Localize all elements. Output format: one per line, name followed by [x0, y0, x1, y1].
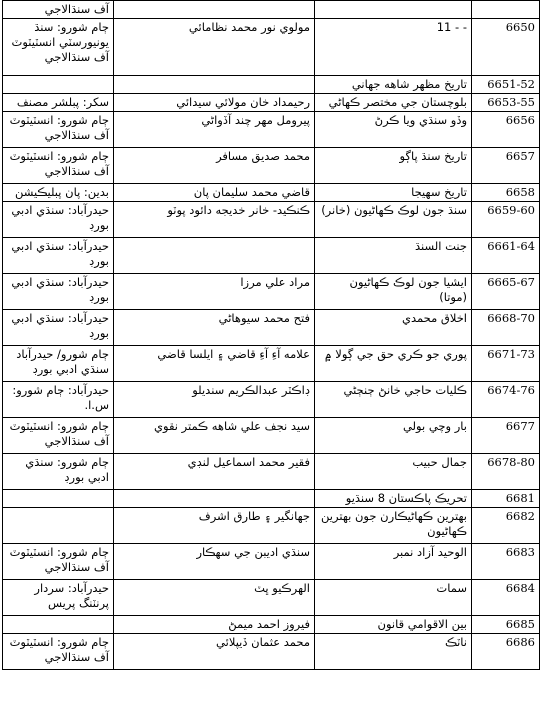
number-cell: 6668-70: [472, 310, 540, 346]
title-cell: بلوچستان جي مختصر ڪهاڻي: [315, 94, 472, 112]
title-cell: سمات: [315, 580, 472, 616]
number-cell: 6651-52: [472, 76, 540, 94]
publisher-cell: ڄام شورو: انسٽيٽوٽ آف سنڌالاجي: [3, 148, 114, 184]
catalog-rows: [3, 1, 540, 670]
publisher-cell: حيدرآباد: سردار پرنٽنگ پريس: [3, 580, 114, 616]
publisher-cell: سکر: پبلشر مصنف: [3, 94, 114, 112]
author-cell: ڊاڪٽر عبدالڪريم سنديلو: [114, 382, 315, 418]
publisher-cell: [3, 508, 114, 544]
table-row: [3, 508, 540, 544]
title-cell: الوحيد آزاد نمبر: [315, 544, 472, 580]
title-cell: ايشيا جون لوڪ ڪهاڻيون (موتا): [315, 274, 472, 310]
number-cell: [472, 1, 540, 19]
table-row: [3, 19, 540, 76]
publisher-cell: [3, 490, 114, 508]
number-cell: 6674-76: [472, 382, 540, 418]
number-cell: 6659-60: [472, 202, 540, 238]
table-row: [3, 490, 540, 508]
title-cell: وڏو سنڌي ويا ڪرڻ: [315, 112, 472, 148]
author-cell: سيد نجف علي شاهه ڪمتر نقوي: [114, 418, 315, 454]
number-cell: 6684: [472, 580, 540, 616]
table-row: [3, 382, 540, 418]
title-cell: ناٽڪ: [315, 634, 472, 670]
publisher-cell: حيدرآباد: ڄام شورو: س.ا.: [3, 382, 114, 418]
number-cell: 6658: [472, 184, 540, 202]
table-row: [3, 112, 540, 148]
table-row: [3, 94, 540, 112]
author-cell: جهانگير ۽ طارق اشرف: [114, 508, 315, 544]
publisher-cell: ڄام شورو: انسٽيٽوٽ آف سنڌالاجي: [3, 418, 114, 454]
catalog-table: [2, 0, 540, 670]
title-cell: تاريخ سنڌ پاڳو: [315, 148, 472, 184]
publisher-cell: ڄام شورو: انسٽيٽوٽ آف سنڌالاجي: [3, 112, 114, 148]
number-cell: 6671-73: [472, 346, 540, 382]
table-row: [3, 310, 540, 346]
publisher-cell: حيدرآباد: سنڌي ادبي بورڊ: [3, 202, 114, 238]
author-cell: [114, 76, 315, 94]
publisher-cell: ڄام شورو: انسٽيٽوٽ آف سنڌالاجي: [3, 544, 114, 580]
author-cell: [114, 490, 315, 508]
author-cell: رحيمداد خان مولائي سيدائي: [114, 94, 315, 112]
number-cell: 6681: [472, 490, 540, 508]
table-row: [3, 634, 540, 670]
title-cell: تحريڪ پاڪستان 8 سنڌيو: [315, 490, 472, 508]
number-cell: 6682: [472, 508, 540, 544]
table-row: [3, 184, 540, 202]
author-cell: محمد عثمان ڏيپلائي: [114, 634, 315, 670]
number-cell: 6686: [472, 634, 540, 670]
publisher-cell: ڄام شورو/ حيدرآباد سنڌي ادبي بورڊ: [3, 346, 114, 382]
title-cell: - - 11: [315, 19, 472, 76]
table-row: [3, 148, 540, 184]
number-cell: 6678-80: [472, 454, 540, 490]
number-cell: 6661-64: [472, 238, 540, 274]
publisher-cell: [3, 76, 114, 94]
author-cell: فتح محمد سيوهاڻي: [114, 310, 315, 346]
title-cell: پوري جو ڪري حق جي ڳولا ۾: [315, 346, 472, 382]
title-cell: بين الاقوامي قانون: [315, 616, 472, 634]
publisher-cell: حيدرآباد: سنڌي ادبي بورڊ: [3, 310, 114, 346]
publisher-cell: ڄام شورو: سنڌ يونيورسٽي انسٽيٽوٽ آف سنڌالاجي: [3, 19, 114, 76]
table-row: [3, 580, 540, 616]
title-cell: جمال حبيب: [315, 454, 472, 490]
publisher-cell: حيدرآباد: سنڌي ادبي بورڊ: [3, 238, 114, 274]
number-cell: 6685: [472, 616, 540, 634]
number-cell: 6665-67: [472, 274, 540, 310]
author-cell: فيروز احمد ميمڻ: [114, 616, 315, 634]
title-cell: ڪليات حاجي خانڻ ڄنڄڻي: [315, 382, 472, 418]
publisher-cell: حيدرآباد: سنڌي ادبي بورڊ: [3, 274, 114, 310]
author-cell: [114, 238, 315, 274]
table-row: [3, 238, 540, 274]
title-cell: اخلاق محمدي: [315, 310, 472, 346]
publisher-cell: [3, 616, 114, 634]
author-cell: الهرڪيو ڀٽ: [114, 580, 315, 616]
author-cell: پيرومل مهر چند آڏواڻي: [114, 112, 315, 148]
author-cell: محمد صديق مسافر: [114, 148, 315, 184]
title-cell: جنت السنڌ: [315, 238, 472, 274]
number-cell: 6650: [472, 19, 540, 76]
table-row: [3, 202, 540, 238]
publisher-cell: ڄام شورو: سنڌي ادبي بورڊ: [3, 454, 114, 490]
table-row: [3, 616, 540, 634]
table-row: [3, 1, 540, 19]
author-cell: سنڌي اديبن جي سهڪار: [114, 544, 315, 580]
author-cell: ڪنڪيد- خانر خديجه دائود پوٽو: [114, 202, 315, 238]
table-row: [3, 346, 540, 382]
title-cell: تاريخ سهيجا: [315, 184, 472, 202]
author-cell: [114, 1, 315, 19]
number-cell: 6657: [472, 148, 540, 184]
title-cell: بهترين ڪهاڻيڪارن جون بهترين ڪهاڻيون: [315, 508, 472, 544]
title-cell: [315, 1, 472, 19]
author-cell: علامه آءِ آءِ قاضي ۽ ايلسا قاضي: [114, 346, 315, 382]
number-cell: 6683: [472, 544, 540, 580]
title-cell: تاريخ مظهر شاهه جهاني: [315, 76, 472, 94]
table-row: [3, 274, 540, 310]
title-cell: بار وچي بولي: [315, 418, 472, 454]
number-cell: 6656: [472, 112, 540, 148]
publisher-cell: آف سنڌالاجي: [3, 1, 114, 19]
table-row: [3, 544, 540, 580]
table-row: [3, 418, 540, 454]
table-row: [3, 454, 540, 490]
number-cell: 6653-55: [472, 94, 540, 112]
author-cell: مولوي نور محمد نظامائي: [114, 19, 315, 76]
publisher-cell: بدين: پان پبليڪيشن: [3, 184, 114, 202]
author-cell: قاضي محمد سليمان پان: [114, 184, 315, 202]
author-cell: مراد علي مرزا: [114, 274, 315, 310]
publisher-cell: ڄام شورو: انسٽيٽوٽ آف سنڌالاجي: [3, 634, 114, 670]
title-cell: سنڌ جون لوڪ ڪهاڻيون (خانر): [315, 202, 472, 238]
number-cell: 6677: [472, 418, 540, 454]
author-cell: فقير محمد اسماعيل لنڊي: [114, 454, 315, 490]
table-row: [3, 76, 540, 94]
